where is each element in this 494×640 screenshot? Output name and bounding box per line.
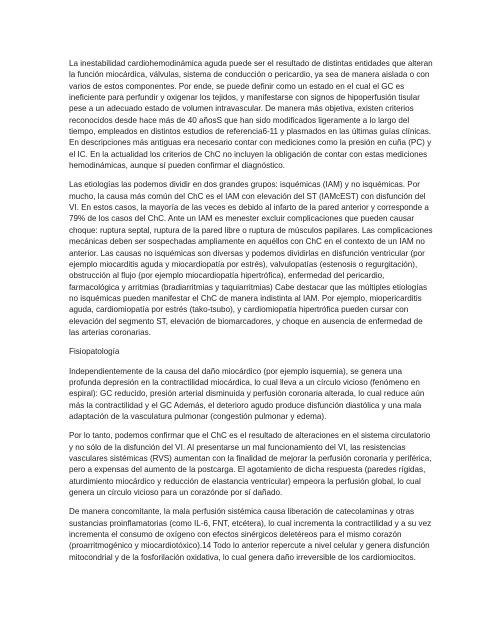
paragraph-definition: La inestabilidad cardiohemodinámica aguda puede ser el resultado de distintas entidades que alteran la función miocárdica, válvulas, sistema de conducción o pericardio, ya sea de manera aislada o con varios de estos componentes. Por ende, se puede definir como un estado en el cual el GC es ineficiente para perfundir y oxigenar los tejidos, y manifestarse con signos de hipoperfusión tisular pese a un adecuado estado de volumen intravascular. De manera más objetiva, existen criterios reconocidos desde hace más de 40 añosS que han sido modificados ligeramente a lo largo del tiempo, empleados en distintos estudios de referencia6-11 y plasmados en las últimas guías clínicas. En descripciones más antiguas era necesario contar con mediciones como la presión en cuña (PC) y el IC. En la actualidad los criterios de ChC no incluyen la obligación de contar con estas mediciones hemodinámicas, aunque sí pueden confirmar el diagnóstico. (69, 59, 433, 171)
paragraph-etiologies: Las etiologías las podemos dividir en dos grandes grupos: isquémicas (IAM) y no isquémicas. Por mucho, la causa más común del ChC es el IAM con elevación del ST (IAMcEST) con disfunción del VI. En estos casos, la mayoría de las veces es debido al infarto de la pared anterior y corresponde a 79% de los casos del ChC. Ante un IAM es menester excluir complicaciones que pueden causar choque: ruptura septal, ruptura de la pared libre o ruptura de músculos papilares. Las complicaciones mecánicas deben ser sospechadas ampliamente en aquéllos con ChC en el contexto de un IAM no anterior. Las causas no isquémicas son diversas y podemos dividirlas en disfunción ventricular (por ejemplo miocarditis aguda y miocardiopatía por estrés), valvulopatías (estenosis o regurgitación), obstrucción al flujo (por ejemplo miocardiopatía hipertrófica), enfermedad del pericardio, farmacológica y arritmias (bradiarritmias y taquiarritmias) Cabe destacar que las múltiples etiologías no isquémicas pueden manifestar el ChC de manera indistinta al IAM. Por ejemplo, miopericarditis aguda, cardiomiopatía por estrés (tako-tsubo), y cardiomiopatía hipertrófica pueden cursar con elevación del segmento ST, elevación de biomarcadores, y choque en ausencia de enfermedad de las arterias coronarias. (69, 180, 433, 337)
paragraph-pathophysiology-2: Por lo tanto, podemos confirmar que el ChC es el resultado de alteraciones en el sistema circulatorio y no sólo de la disfunción del VI. Al presentarse un mal funcionamiento del VI, las resistencias vasculares sistémicas (RVS) aumentan con la finalidad de mejorar la perfusión coronaria y periférica, pero a expensas del aumento de la postcarga. El agotamiento de dicha respuesta (paredes rígidas, aturdimiento miocárdico y reducción de elastancia ventricular) empeora la perfusión global, lo cual genera un círculo vicioso para un corazónde por sí dañado. (69, 431, 432, 498)
section-heading: Fisiopatología (69, 347, 120, 357)
paragraph-pathophysiology-3: De manera concomitante, la mala perfusión sistémica causa liberación de catecolaminas y otras sustancias proinflamatorias (como IL-6, FNT, etcétera), lo cual incrementa la contractilidad y a su vez incrementa el consumo de oxígeno con efectos sinérgicos deletéreos para el mismo corazón (proarritmogénico y miocardiotóxico).14 Todo lo anterior repercute a nivel celular y genera disfunción mitocondrial y de la fosforilación oxidativa, lo cual genera daño irreversible de los cardiomiocitos. (69, 507, 432, 562)
paragraph-pathophysiology-1: Independientemente de la causa del daño miocárdico (por ejemplo isquemia), se genera una profunda depresión en la contractilidad miocárdica, lo cual lleva a un círculo vicioso (fenómeno en espiral): GC reducido, presión arterial disminuida y perfusión coronaria alterada, lo cual reduce aún más la contractilidad y el GC Además, el deterioro agudo produce disfunción diastólica y una mala adaptación de la vasculatura pulmonar (congestión pulmonar y edema). (69, 366, 425, 421)
